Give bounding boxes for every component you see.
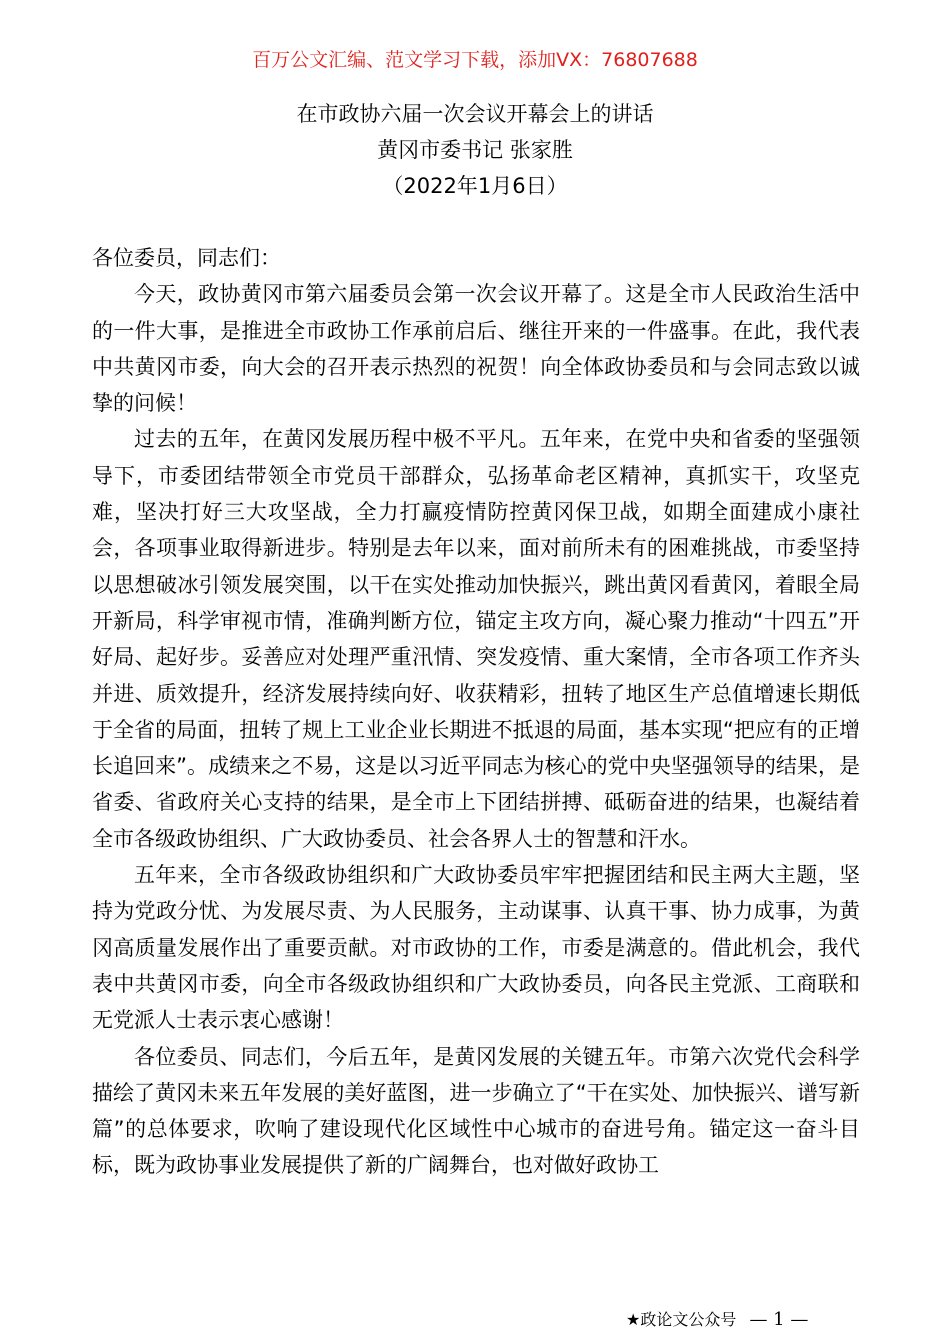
promo-banner: 百万公文汇编、范文学习下载，添加VX：76807688 <box>252 49 698 71</box>
title-block <box>0 96 950 204</box>
paragraph: 五年来，全市各级政协组织和广大政协委员牢牢把握团结和民主两大主题，坚持为党政分忧、为发展尽责、为人民服务，主动谋事、认真干事、协力成事，为黄冈高质量发展作出了重要贡献。对市政协的工作，市委是满意的。借此机会，我代表中共黄冈市委，向全市各级政协组织和广大政协委员，向各民主党派、工商联和无党派人士表示衷心感谢！ <box>92 863 860 1033</box>
page-number: — 1 — <box>749 1309 809 1330</box>
salutation: 各位委员，同志们： <box>92 246 281 270</box>
date-line: （2022年1月6日） <box>382 174 568 198</box>
paragraph: 今天，政协黄冈市第六届委员会第一次会议开幕了。这是全市人民政治生活中的一件大事，是推进全市政协工作承前启后、继往开来的一件盛事。在此，我代表中共黄冈市委，向大会的召开表示热烈的祝贺！向全体政协委员和与会同志致以诚挚的问候！ <box>92 282 860 416</box>
footer-source: ★政论文公众号 <box>626 1310 737 1329</box>
speech-body <box>92 240 860 1184</box>
paragraph: 各位委员、同志们，今后五年，是黄冈发展的关键五年。市第六次党代会科学描绘了黄冈未来五年发展的美好蓝图，进一步确立了“干在实处、加快振兴、谱写新篇”的总体要求，吹响了建设现代化区域性中心城市的奋进号角。锚定这一奋斗目标，既为政协事业发展提供了新的广阔舞台，也对做好政协工 <box>92 1044 860 1178</box>
paragraph: 过去的五年，在黄冈发展历程中极不平凡。五年来，在党中央和省委的坚强领导下，市委团结带领全市党员干部群众，弘扬革命老区精神，真抓实干，攻坚克难，坚决打好三大攻坚战，全力打赢疫情防控黄冈保卫战，如期全面建成小康社会，各项事业取得新进步。特别是去年以来，面对前所未有的困难挑战，市委坚持以思想破冰引领发展突围，以干在实处推动加快振兴，跳出黄冈看黄冈，着眼全局开新局，科学审视市情，准确判断方位，锚定主攻方向，凝心聚力推动“十四五”开好局、起好步。妥善应对处理严重汛情、突发疫情、重大案情，全市各项工作齐头并进、质效提升，经济发展持续向好、收获精彩，扭转了地区生产总值增速长期低于全省的局面，扭转了规上工业企业长期进不抵退的局面，基本实现“把应有的正增长追回来”。成绩来之不易，这是以习近平同志为核心的党中央坚强领导的结果，是省委、省政府关心支持的结果，是全市上下团结拼搏、砥砺奋进的结果，也凝结着全市各级政协组织、广大政协委员、社会各界人士的智慧和汗水。 <box>92 427 860 851</box>
author-line: 黄冈市委书记 张家胜 <box>377 138 573 162</box>
page-footer <box>626 1308 808 1332</box>
document-title: 在市政协六届一次会议开幕会上的讲话 <box>296 102 654 126</box>
